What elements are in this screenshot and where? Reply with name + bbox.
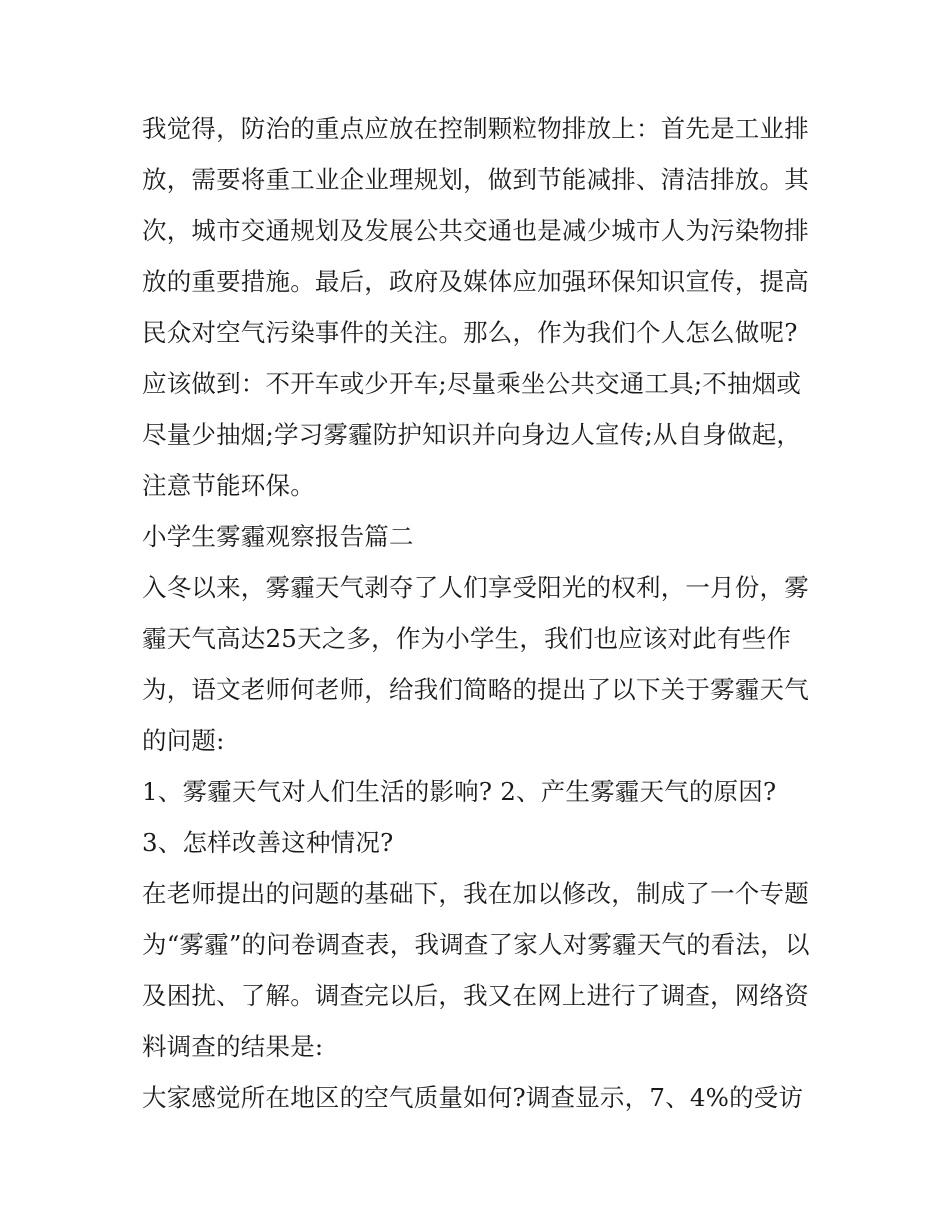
paragraph-prevention-measures: 我觉得，防治的重点应放在控制颗粒物排放上：首先是工业排放，需要将重工业企业理规划，做到节能减排、清洁排放。其次，城市交通规划及发展公共交通也是减少城市人为污染物排放的重要措施。最后，政府及媒体应加强环保知识宣传，提高民众对空气污染事件的关注。那么，作为我们个人怎么做呢?应该做到：不开车或少开车;尽量乘坐公共交通工具;不抽烟或尽量少抽烟;学习雾霾防护知识并向身边人宣传;从自身做起，注意节能环保。 xyxy=(142,114,809,500)
document-body xyxy=(142,103,814,1123)
paragraph-introduction: 入冬以来，雾霾天气剥夺了人们享受阳光的权利，一月份，雾霾天气高达25天之多，作为小学生，我们也应该对此有些作为，语文老师何老师，给我们简略的提出了以下关于雾霾天气的问题: xyxy=(142,573,809,755)
section-heading: 小学生雾霾观察报告篇二 xyxy=(142,522,414,551)
paragraph-survey: 在老师提出的问题的基础下，我在加以修改，制成了一个专题为“雾霾”的问卷调查表，我调查了家人对雾霾天气的看法，以及困扰、了解。调查完以后，我又在网上进行了调查，网络资料调查的结果是: xyxy=(142,879,810,1061)
paragraph-questions: 1、雾霾天气对人们生活的影响? 2、产生雾霾天气的原因? 3、怎样改善这种情况? xyxy=(142,777,777,857)
paragraph-survey-result: 大家感觉所在地区的空气质量如何?调查显示，7、4%的受访 xyxy=(142,1083,804,1112)
